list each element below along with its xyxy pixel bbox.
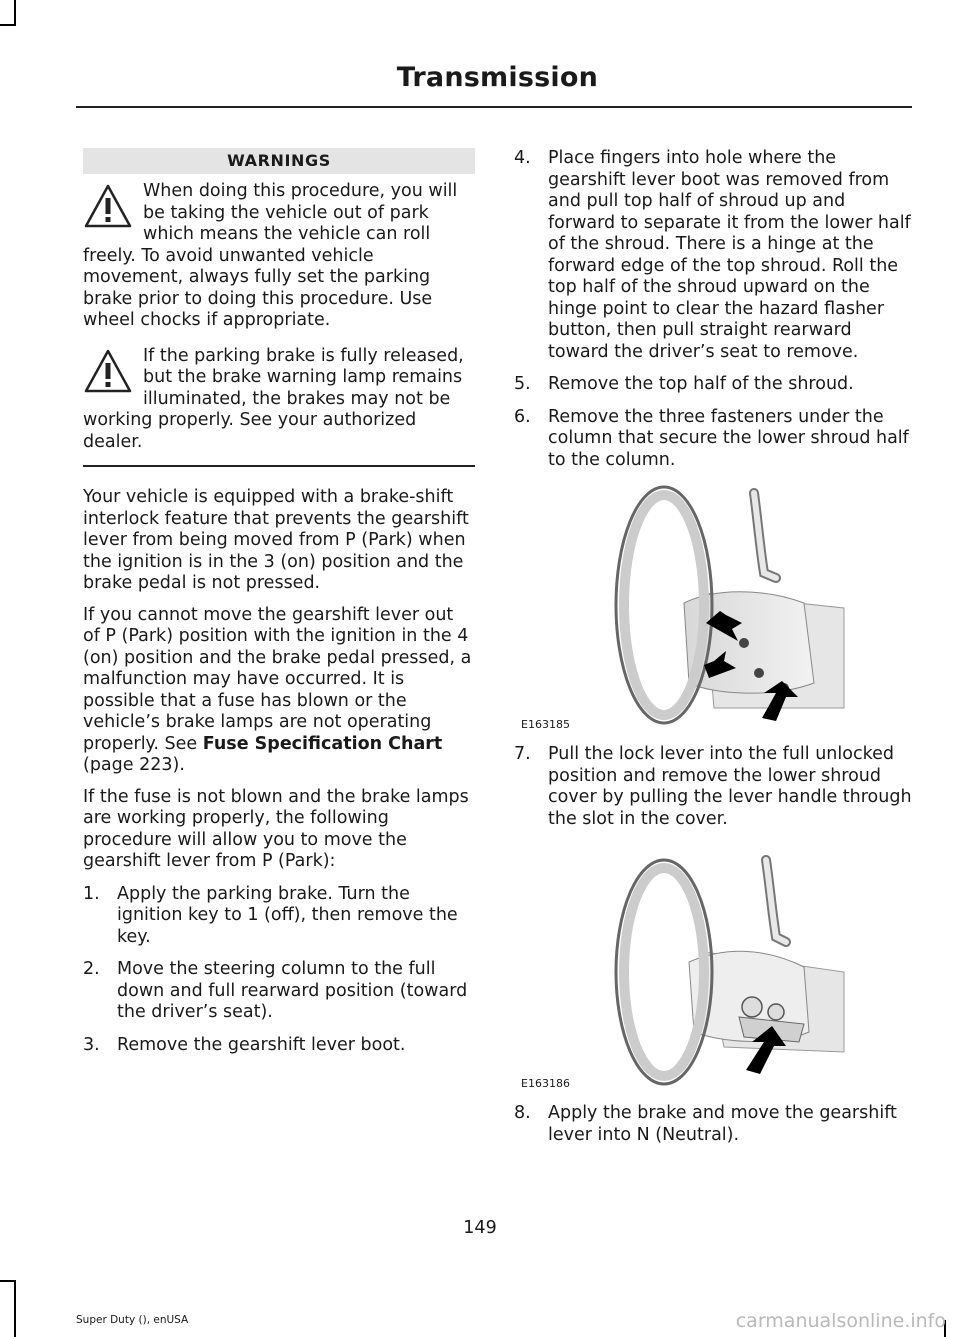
step-text: Place fingers into hole where the gearshift lever boot was removed from and pull top half of shroud up and forward to separate it from the lower half of the shroud. There is a hinge at the forward edge of the top shroud. Roll the top half of the shroud upward on the hinge point to clear the hazard flasher button, then pull straight rearward toward the driver’s seat to remove. — [548, 148, 911, 362]
steering-column-illustration — [514, 483, 912, 733]
step-text: Move the steering column to the full down and full rearward position (toward the driver’s seat). — [117, 959, 468, 1022]
step-number: 6. — [514, 406, 531, 427]
right-column — [514, 148, 912, 1146]
step-text: Remove the top half of the shroud. — [548, 374, 854, 394]
list-item — [514, 407, 912, 472]
paragraph: If the fuse is not blown and the brake lamps are working properly, the following procedure will allow you to move the gearshift lever from P (Park): — [83, 786, 469, 871]
warning-text: When doing this procedure, you will be taking the vehicle out of park which means the vehicle can roll freely. To avoid unwanted vehicle movement, always fully set the parking brake prior to doing this procedure. Use wheel chocks if appropriate. — [83, 181, 458, 330]
crop-mark — [0, 24, 16, 26]
step-text: Apply the parking brake. Turn the ignition key to 1 (off), then remove the key. — [117, 883, 458, 947]
list-item — [83, 959, 475, 1024]
step-text: Remove the three fasteners under the column that secure the lower shroud half to the column. — [548, 406, 909, 470]
paragraph: Your vehicle is equipped with a brake-shift interlock feature that prevents the gearshift lever from being moved from P (Park) when the ignition is in the 3 (on) position and the brake pedal is not pressed. — [83, 487, 469, 593]
header-rule — [76, 106, 912, 108]
step-number: 4. — [514, 148, 531, 168]
list-item — [514, 148, 912, 363]
list-item — [83, 1035, 475, 1057]
warning-triangle-icon — [83, 183, 133, 229]
step-text: Remove the gearshift lever boot. — [117, 1034, 406, 1055]
warnings-rule — [83, 465, 475, 467]
step-number: 5. — [514, 374, 531, 394]
crop-mark — [14, 0, 16, 26]
warning-item — [83, 181, 475, 332]
list-item — [514, 744, 912, 830]
step-text: Pull the lock lever into the full unlocked position and remove the lower shroud cover by pulling the lever handle through the slot in the cover. — [548, 744, 912, 829]
crop-mark — [0, 1280, 16, 1282]
warning-text: If the parking brake is fully released, but the brake warning lamp remains illuminated, the brakes may not be working properly. See your authorized dealer. — [83, 345, 464, 452]
warnings-heading: WARNINGS — [83, 148, 475, 174]
paragraph-text: If you cannot move the gearshift lever out of P (Park) position with the ignition in the 4 (on) position and the brake pedal pressed, a malfunction may have occurred. It is possible that a fuse has blown or the vehicle’s brake lamps are not operating properly. See — [83, 604, 472, 754]
list-item — [514, 374, 912, 396]
document-id: Super Duty (), enUSA — [76, 1314, 189, 1326]
lock-lever-illustration — [514, 842, 912, 1092]
watermark: carmanualsonline.info — [735, 1310, 946, 1332]
list-item — [83, 884, 475, 949]
figure-lock-lever — [514, 842, 912, 1092]
list-item — [514, 1103, 912, 1146]
step-text: Apply the brake and move the gearshift lever into N (Neutral). — [548, 1103, 897, 1145]
page-number: 149 — [463, 1218, 497, 1238]
step-number: 7. — [514, 744, 531, 764]
step-number: 1. — [83, 883, 100, 904]
warning-triangle-icon — [83, 348, 133, 394]
figure-code: E163186 — [521, 1077, 570, 1090]
page-reference: (page 223). — [83, 755, 185, 775]
cross-reference-link[interactable]: Fuse Specification Chart — [202, 733, 443, 754]
crop-mark — [14, 1280, 16, 1337]
warning-item — [83, 346, 475, 454]
step-number: 2. — [83, 959, 100, 979]
paragraph — [83, 605, 475, 777]
page-title: Transmission — [396, 62, 598, 93]
step-number: 3. — [83, 1034, 100, 1055]
step-number: 8. — [514, 1103, 531, 1123]
figure-code: E163185 — [521, 718, 570, 731]
figure-steering-column-fasteners — [514, 483, 912, 733]
left-column — [83, 148, 475, 1056]
